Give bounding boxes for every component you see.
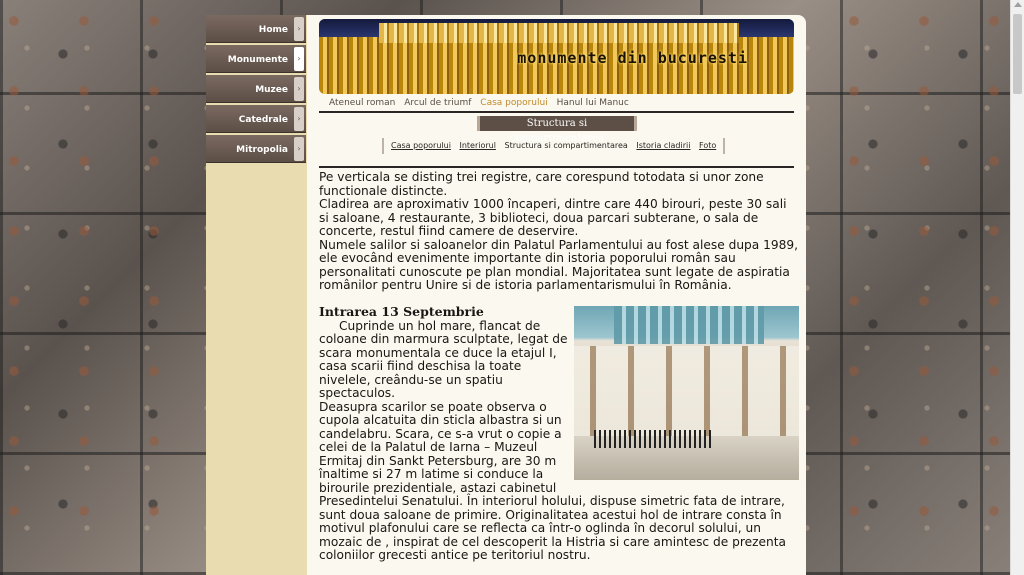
main-content	[307, 15, 806, 575]
nav-link-hanul-lui-manuc[interactable]: Hanul lui Manuc	[556, 98, 629, 108]
section-heading: Intrarea 13 Septembrie	[319, 304, 484, 319]
photo-glass-ceiling	[614, 306, 764, 344]
sidebar-item-label: Mitropolia	[236, 145, 288, 155]
scroll-up-arrow-icon[interactable]	[1014, 2, 1022, 7]
chevron-right-icon: ›	[294, 17, 304, 41]
nav-link-casa-poporului[interactable]: Casa poporului	[480, 98, 548, 108]
divider	[319, 166, 794, 168]
subnav-link-foto[interactable]: Foto	[699, 141, 717, 150]
intro-paragraph: Cladirea are aproximativ 1000 încaperi, dintre care 440 birouri, peste 30 sali si saloane, 4 restaurante, 3 biblioteci, doua parcari subterane, o sala de concerte, restul fiind camere de deservire.	[319, 197, 787, 238]
nav-link-arcul-de-triumf[interactable]: Arcul de triumf	[404, 98, 472, 108]
sidebar-item-muzee[interactable]	[206, 75, 306, 103]
sidebar-menu	[206, 15, 308, 575]
sidebar-item-label: Monumente	[227, 55, 288, 65]
sidebar-item-catedrale[interactable]	[206, 105, 306, 133]
chevron-right-icon: ›	[294, 47, 304, 71]
sidebar-item-monumente[interactable]	[206, 45, 306, 73]
chevron-right-icon: ›	[294, 137, 304, 161]
subpage-nav	[382, 138, 725, 154]
intro-text	[319, 171, 799, 293]
divider	[319, 111, 794, 113]
sidebar-item-label: Catedrale	[238, 115, 288, 125]
intro-paragraph: Numele salilor si saloanelor din Palatul Parlamentului au fost alese dupa 1989, ele evocând evenimente importante din istoria poporului român sau personalitati cunoscute pe plan mondial. Majoritatea sunt legate de aspiratia românilor pentru Unire si de istoria parlamentarismului în România.	[319, 237, 799, 292]
scroll-thumb[interactable]	[1013, 14, 1022, 94]
sidebar-item-home[interactable]	[206, 15, 306, 43]
section-title-tab: Structura si compartimentarea	[477, 116, 637, 131]
subnav-current-structura: Structura si compartimentarea	[504, 141, 628, 150]
entrance-paragraph: Cuprinde un hol mare, flancat de coloane din marmura sculptate, legat de scara monumentala ce duce la etajul I, casa scarii fiind deschisa la toate nivelele, creându-se un spatiu spectaculos.	[319, 318, 568, 400]
entrance-paragraph: Deasupra scarilor se poate observa o cupola alcatuita din sticla albastra si un candelabru. Scara, ce s-a vrut o copie a celei de la Palatul de Iarna – Muzeul Ermitaj din Sankt Petersburg, are 30 m înaltime si 27 m latime si conduce la birourile prezidentiale, astazi cabinetul Presedintelui Senatului. În interiorul holului, dispuse simetric fata de intrare, sunt doua saloane de primire. Originalitatea acestui hol de intrare consta în motivul plafonului care se reflecta ca într-o oglinda în decorul solului, un mozaic de , inspirat de cel descoperit la Histria si care amintesc de prezenta coloniilor grecesti antice pe teritoriul nostru.	[319, 399, 786, 562]
site-title: monumente din bucuresti	[517, 49, 748, 67]
photo-visitors	[594, 430, 714, 448]
subnav-link-casa-poporului[interactable]: Casa poporului	[391, 141, 451, 150]
nav-link-ateneul-roman[interactable]: Ateneul roman	[329, 98, 396, 108]
intro-paragraph: Pe verticala se disting trei registre, care corespund totodata si unor zone functionale distincte.	[319, 170, 764, 198]
header-banner	[319, 19, 794, 94]
subnav-link-istoria-cladirii[interactable]: Istoria cladirii	[636, 141, 691, 150]
chevron-right-icon: ›	[294, 107, 304, 131]
sidebar-item-mitropolia[interactable]	[206, 135, 306, 163]
entrance-hall-photo	[574, 306, 799, 480]
chevron-right-icon: ›	[294, 77, 304, 101]
banner-palace-image	[379, 23, 739, 43]
monument-nav	[329, 98, 635, 108]
page-scrollbar[interactable]	[1010, 0, 1024, 575]
sidebar-item-label: Home	[258, 25, 288, 35]
sidebar-item-label: Muzee	[255, 85, 288, 95]
entrance-section	[319, 305, 799, 563]
photo-arches	[574, 346, 799, 436]
subnav-link-interiorul[interactable]: Interiorul	[459, 141, 496, 150]
